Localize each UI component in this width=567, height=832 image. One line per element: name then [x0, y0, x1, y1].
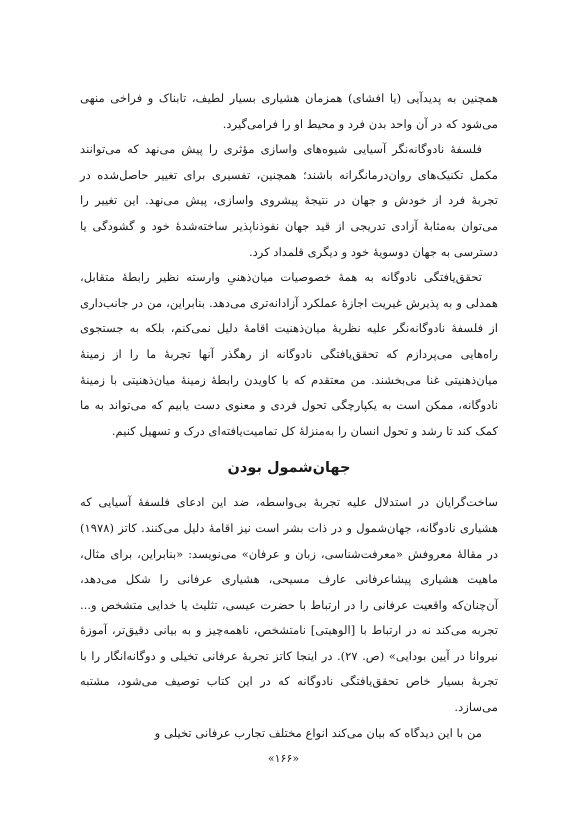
- paragraph: تحقق‌یافتگی نادوگانه به همهٔ خصوصیات میان‌ذهنیِ وارسته نظیر رابطهٔ متقابل، همدلی و به پذیرش غیریت اجازهٔ عملکرد آزادانه‌تری می‌دهد. بنابراین، من در جانب‌داری از فلسفهٔ نادوگانه‌نگر علیه نظریهٔ میان‌ذهنیت اقامهٔ دلیل نمی‌کنم، بلکه به جستجوی راه‌هایی می‌پردازم که تحقق‌یافتگی نادوگانه از رهگذر آنها تجربهٔ ما را از زمینهٔ میان‌ذهنیتی غنا می‌بخشند. من معتقدم که با کاویدن رابطهٔ زمینهٔ میان‌ذهنیتی با زمینهٔ نادوگانه، ممکن است به یکپارچگی تحول فردی و معنوی دست یابیم که می‌تواند به ما کمک کند تا رشد و تحول انسان را به‌منزلهٔ کل تمامیت‌یافته‌ای درک و تسهیل کنیم.: [80, 270, 498, 438]
- section-heading: جهان‌شمول بودن: [227, 460, 351, 477]
- page-number: «۱۶۶»: [267, 752, 300, 765]
- paragraph: فلسفهٔ نادوگانه‌نگر آسیایی شیوه‌های واسازی مؤثری را پیش می‌نهد که می‌توانند مکمل تکنیک‌های روان‌درمانگرانه باشند؛ همچنین، تفسیری برای تغییر حاصل‌شده در تجربهٔ فرد از خودش و جهان در نتیجهٔ پیشروی واسازی، پیش می‌نهد. این تغییر را می‌توان به‌مثابهٔ آزادی تدریجی از قید جهان نفوذناپذیر ساخته‌شدهٔ خود و گشودگی یا دسترسی به جهان دوسویهٔ خود و دیگری قلمداد کرد.: [80, 142, 498, 259]
- paragraph: من با این دیدگاه که بیان می‌کند انواع مختلف تجارب عرفانی تخیلی و: [154, 725, 482, 740]
- paragraph: ساخت‌گرایان در استدلال علیه تجربهٔ بی‌واسطه، ضد این ادعای فلسفهٔ آسیایی که هشیاری نادوگانه، جهان‌شمول و در ذات بشر است نیز اقامهٔ دلیل می‌کنند. کاتز (۱۹۷۸) در مقالهٔ معروفش «معرفت‌شناسی، زبان و عرفان» می‌نویسد: «بنابراین، برای مثال، ماهیت هشیاری پیشاعرفانی عارف مسیحی، هشیاری عرفانی را شکل می‌دهد، آن‌چنان‌که واقعیت عرفانی را در ارتباط با حضرت عیسی، تثلیث یا خدایی متشخص و... تجربه می‌کند نه در ارتباط با [الوهیتی] نامتشخص، ناهمه‌چیز و به بیانی دقیق‌تر، آموزهٔ نیروانا در آیین بودایی» (ص. ۲۷). در اینجا کاتز تجربهٔ عرفانی تخیلی و دوگانه‌انگار را با تجربهٔ بسیار خاص تحقق‌یافتگی نادوگانه که در این کتاب توصیف می‌شود، مشتبه می‌سازد.: [80, 495, 498, 715]
- page-body: [80, 86, 498, 746]
- paragraph: همچنین به پدیدآیی (یا افشای) همزمان هشیاری بسیار لطیف، تابناک و فراخی منهی می‌شود که در آن واحد بدن فرد و محیط او را فرامی‌گیرد.: [80, 91, 498, 131]
